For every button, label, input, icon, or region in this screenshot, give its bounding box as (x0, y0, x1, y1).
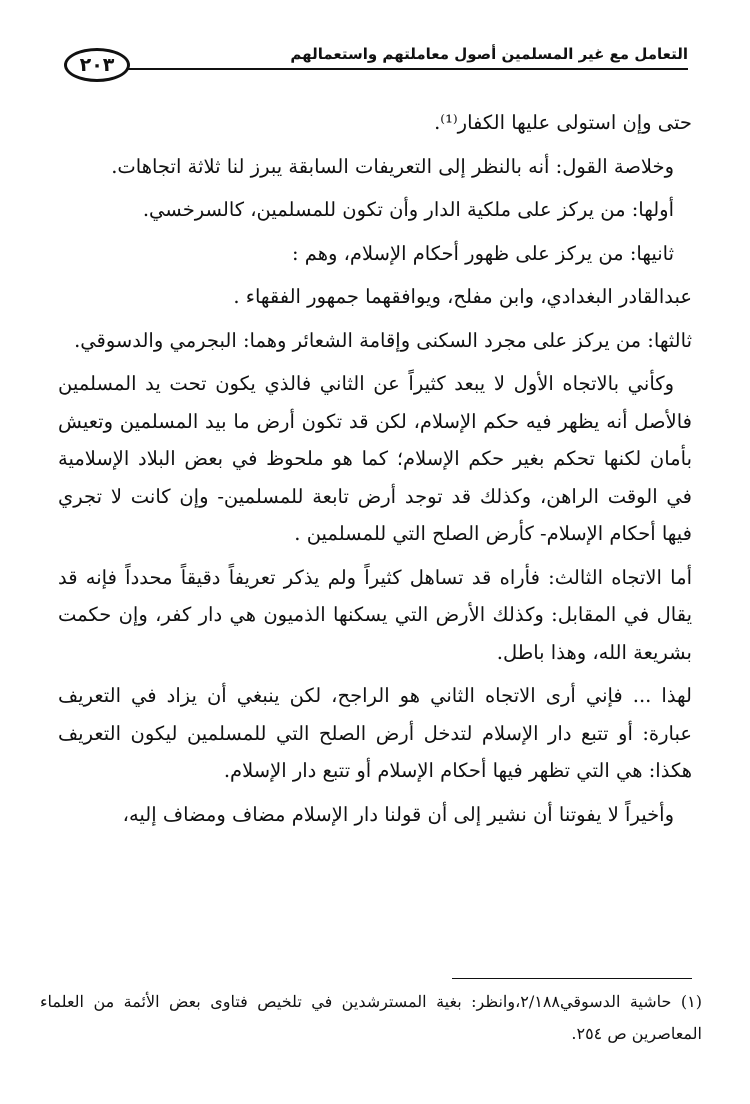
paragraph-9: لهذا ... فإني أرى الاتجاه الثاني هو الراجح، لكن ينبغي أن يزاد في التعريف عبارة: أو تتبع دار الإسلام لتدخل أرض الصلح التي للمسلمين ليكون التعريف هكذا: هي التي تظهر فيها أحكام الإسلام أو تتبع دار الإسلام. (58, 684, 692, 782)
footnote-rule (452, 978, 692, 979)
paragraph-7: وكأني بالاتجاه الأول لا يبعد كثيراً عن الثاني فالذي يكون تحت يد المسلمين فالأصل أنه يظهر فيه حكم الإسلام، لكن قد تكون أرض ما بيد المسلمين وتعيش بأمان لكنها تحكم بغير حكم الإسلام؛ كما هو ملحوظ في بعض البلاد الإسلامية في الوقت الراهن، وكذلك قد توجد أرض تابعة للمسلمين- وإن كانت لا تجري فيها أحكام الإسلام- كأرض الصلح التي للمسلمين . (58, 372, 692, 545)
paragraph-3: أولها: من يركز على ملكية الدار وأن تكون للمسلمين، كالسرخسي. (142, 198, 674, 221)
running-title: التعامل مع غير المسلمين أصول معاملتهم واستعمالهم (290, 45, 688, 63)
paragraph-6: ثالثها: من يركز على مجرد السكنى وإقامة الشعائر وهما: البجرمي والدسوقي. (74, 328, 692, 352)
paragraph-8: أما الاتجاه الثالث: فأراه قد تساهل كثيراً ولم يذكر تعريفاً دقيقاً محدداً فإنه قد يقال في المقابل: وكذلك الأرض التي يسكنها الذميون هي دار كفر، وإن حكمت بشريعة الله، وهذا باطل. (58, 565, 692, 664)
main-text (58, 104, 692, 833)
page-number: ٢٠٣ (79, 54, 115, 76)
footnote-marker: (١) (680, 992, 702, 1011)
footnote (40, 986, 702, 1050)
paragraph-2: وخلاصة القول: أنه بالنظر إلى التعريفات السابقة يبرز لنا ثلاثة اتجاهات. (111, 154, 674, 178)
paragraph-5: عبدالقادر البغدادي، وابن مفلح، ويوافقهما جمهور الفقهاء . (233, 285, 692, 308)
paragraph-4: ثانيها: من يركز على ظهور أحكام الإسلام، وهم : (291, 241, 674, 265)
running-header (68, 44, 688, 74)
footnote-text: حاشية الدسوقي٢/١٨٨،وانظر: بغية المسترشدين في تلخيص فتاوى بعض الأئمة من العلماء المعاصرين ص ٢٥٤. (40, 992, 702, 1043)
paragraph-1: حتى وإن استولى عليها الكفار⁽¹⁾. (434, 111, 692, 134)
header-rule (128, 68, 688, 70)
paragraph-10: وأخيراً لا يفوتنا أن نشير إلى أن قولنا دار الإسلام مضاف ومضاف إليه، (122, 802, 674, 826)
page-number-oval (64, 48, 130, 82)
